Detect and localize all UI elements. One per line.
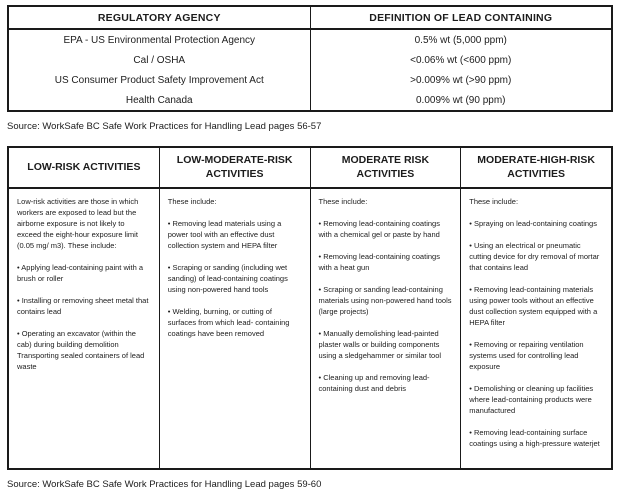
activity-paragraph: These include: [318,197,368,207]
agency-cell: US Consumer Product Safety Improvement Act [9,70,311,90]
table-row [9,50,611,70]
source-note: Source: WorkSafe BC Safe Work Practices for Handling Lead pages 59-60 [7,479,322,490]
activity-paragraph: • Scraping or sanding lead-containing materials using non-powered hand tools (large projects) [318,285,452,317]
agency-cell: EPA - US Environmental Protection Agency [9,30,311,50]
definition-cell: 0.5% wt (5,000 ppm) [414,34,507,46]
activity-paragraph: • Removing lead-containing materials using power tools without an effective dust collection system equipped with a HEPA filter [469,285,598,328]
activity-paragraph: These include: [167,197,217,207]
risk-activities-table [7,146,613,470]
activity-paragraph: • Installing or removing sheet metal that contains lead [17,296,149,317]
activity-paragraph: Low-risk activities are those in which workers are exposed to lead but the airborne exposure is not likely to exceed the eight-hour exposure limit (0.05 mg/ m3). These include: [17,197,139,251]
definition-cell: <0.06% wt (<600 ppm) [410,54,512,66]
low-moderate-risk-header: LOW-MODERATE-RISK ACTIVITIES [159,148,310,187]
activity-paragraph: • Demolishing or cleaning up facilities where lead-containing products were manufactured [469,384,594,416]
activity-paragraph: • Spraying on lead-containing coatings [469,219,597,229]
definition-header: DEFINITION OF LEAD CONTAINING [369,11,553,24]
activity-paragraph: • Removing lead-containing coatings with a chemical gel or paste by hand [318,219,440,240]
table-row [9,30,611,50]
activity-paragraph: • Welding, burning, or cutting of surfaces from which lead- containing coatings have been removed [167,307,290,339]
activity-paragraph: • Removing lead-containing surface coatings using a high-pressure waterjet [469,428,600,449]
regulatory-agency-header: REGULATORY AGENCY [9,7,311,28]
risk-table-header-row [9,148,611,189]
table-row [9,70,611,90]
activity-paragraph: • Removing or repairing ventilation systems used for controlling lead exposure [469,340,584,372]
activity-paragraph: • Cleaning up and removing lead-containing dust and debris [318,373,430,394]
moderate-risk-column [310,189,461,468]
regulatory-table [7,5,613,112]
activity-paragraph: • Manually demolishing lead-painted plaster walls or building components using a sledgehammer or similar tool [318,329,442,361]
activity-paragraph: • Scraping or sanding (including wet sanding) of lead-containing coatings using non-powered hand tools [167,263,288,295]
low-risk-header: LOW-RISK ACTIVITIES [27,161,141,174]
source-note: Source: WorkSafe BC Safe Work Practices for Handling Lead pages 56-57 [7,121,322,132]
moderate-high-risk-column [460,189,611,468]
activity-paragraph: • Applying lead-containing paint with a brush or roller [17,263,144,284]
table-row [9,90,611,110]
regulatory-table-header-row [9,7,611,30]
definition-cell: >0.009% wt (>90 ppm) [410,74,512,86]
agency-cell: Health Canada [9,90,311,110]
low-moderate-risk-column [159,189,310,468]
activity-paragraph: • Using an electrical or pneumatic cutting device for dry removal of mortar that contains lead [469,241,600,273]
moderate-risk-header: MODERATE RISK ACTIVITIES [310,148,461,187]
low-risk-column [9,189,159,468]
moderate-high-risk-header: MODERATE-HIGH-RISK ACTIVITIES [460,148,611,187]
activity-paragraph: • Removing lead-containing coatings with a heat gun [318,252,440,273]
activity-paragraph: • Removing lead materials using a power tool with an effective dust collection system and HEPA filter [167,219,282,251]
risk-table-body [9,189,611,468]
definition-cell: 0.009% wt (90 ppm) [416,94,506,106]
agency-cell: Cal / OSHA [9,50,311,70]
activity-paragraph: • Operating an excavator (within the cab) during building demolition Transporting sealed containers of lead waste [17,329,145,372]
activity-paragraph: These include: [469,197,519,207]
